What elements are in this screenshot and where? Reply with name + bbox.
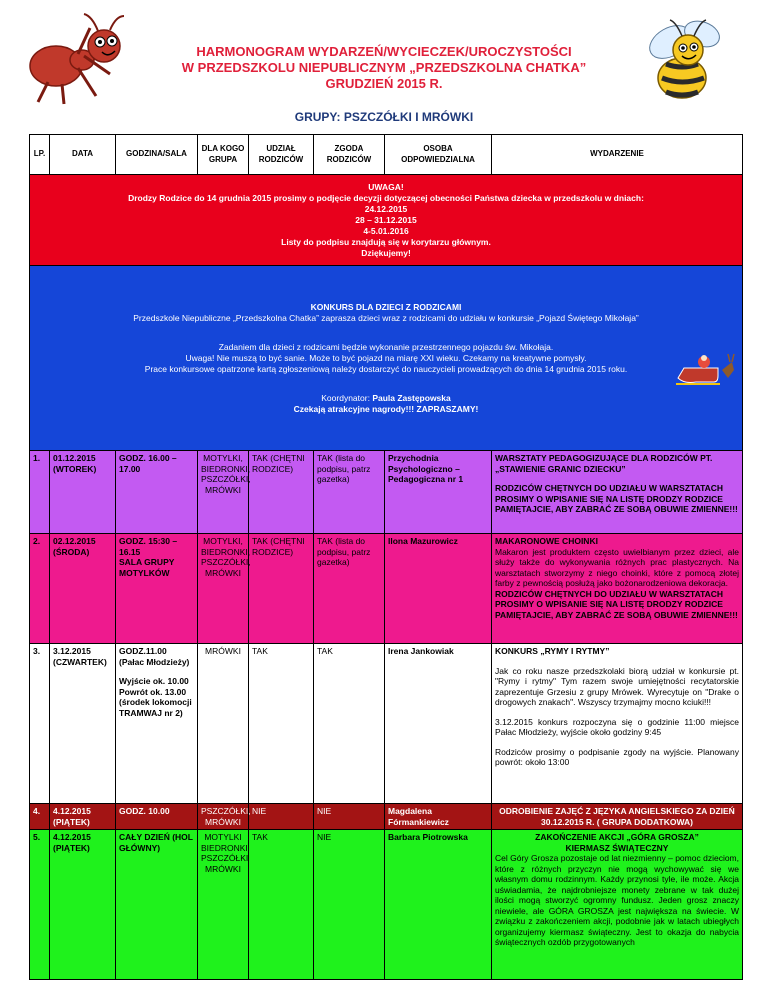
day-value: (PIĄTEK): [53, 842, 90, 853]
document-title: [150, 44, 618, 92]
table-header-row: [30, 135, 743, 175]
event-title-1: ZAKOŃCZENIE AKCJI „GÓRA GROSZA”: [535, 832, 699, 842]
event-paragraph-2: 3.12.2015 konkurs rozpoczyna się o godzinie 11:00 miejsce Pałac Młodzieży, wyjście około godziny 9:45: [495, 716, 739, 737]
row-consent: TAK (lista do podpisu, patrz gazetka): [314, 534, 385, 644]
row-consent: TAK (lista do podpisu, patrz gazetka): [314, 451, 385, 534]
departure-value: Wyjście ok. 10.00: [119, 676, 189, 686]
table-row: [30, 644, 743, 804]
groups-label: GRUPY:: [294, 110, 341, 124]
event-body: RODZICÓW CHĘTNYCH DO UDZIAŁU W WARSZTATACH PROSIMY O WPISANIE SIĘ NA LISTĘ DRODZY RODZICE PAMIĘTAJCIE, ABY ZABRAĆ ZE SOBĄ OBUWIE ZMIENNE!!!: [495, 483, 738, 514]
event-title: MAKARONOWE CHOINKI: [495, 536, 598, 546]
contest-coordinator: [33, 393, 739, 404]
row-event: [492, 534, 743, 644]
row-groups: MOTYLKI, BIEDRONKI, PSZCZÓŁKI, MRÓWKI: [198, 534, 249, 644]
row-date: [50, 830, 116, 980]
santa-sleigh-icon: [674, 348, 736, 388]
contest-task-3: Prace konkursowe opatrzone kartą zgłoszeniową należy dostarczyć do nauczycieli prowadzących do dnia 14 grudnia 2015 roku.: [144, 363, 628, 374]
row-person: Przychodnia Psychologiczno – Pedagogiczna nr 1: [385, 451, 492, 534]
contest-cell: [30, 266, 743, 451]
row-consent: NIE: [314, 804, 385, 830]
row-lp: 4.: [30, 804, 50, 830]
notice-line-2: Drodzy Rodzice do 14 grudnia 2015 prosimy o podjęcie decyzji dotyczącej obecności Państwa dziecka w przedszkolu w dniach:: [128, 192, 644, 203]
day-value: (WTOREK): [53, 463, 97, 474]
schedule-table: [29, 134, 743, 980]
groups-value: PSZCZÓŁKI I MRÓWKI: [343, 110, 474, 124]
title-line-1: HARMONOGRAM WYDARZEŃ/WYCIECZEK/UROCZYSTOŚCI: [196, 44, 572, 59]
contest-task-1: Zadaniem dla dzieci z rodzicami będzie wykonanie przestrzennego pojazdu św. Mikołaja.: [218, 341, 554, 352]
row-date: [50, 451, 116, 534]
day-value: (PIĄTEK): [53, 816, 90, 827]
bee-mascot-icon: [632, 8, 742, 108]
row-date: [50, 534, 116, 644]
row-event: [492, 830, 743, 980]
col-date: DATA: [50, 135, 116, 175]
notice-cell: [30, 175, 743, 266]
row-groups: MOTYLKI BIEDRONKI PSZCZÓŁKI MRÓWKI: [198, 830, 249, 980]
event-paragraph-1: Jak co roku nasze przedszkolaki biorą udział w konkursie pt. "Rymy i rytmy" Tym razem swoje umiejętności recytatorskie zaprezentuje Grzesiu z grupy Mrówek. Wyrecytuje on "Drake o drogowych znakach". Wszyscy trzymajmy mocno kciuki!!!: [495, 665, 739, 707]
event-title: KONKURS „RYMY I RYTMY”: [495, 646, 610, 656]
date-value: 3.12.2015: [53, 646, 91, 656]
col-lp: LP.: [30, 135, 50, 175]
row-participation: TAK (CHĘTNI RODZICE): [249, 451, 314, 534]
col-event: WYDARZENIE: [492, 135, 743, 175]
row-event: ODROBIENIE ZAJĘĆ Z JĘZYKA ANGIELSKIEGO ZA DZIEŃ 30.12.2015 R. ( GRUPA DODATKOWA): [492, 804, 743, 830]
row-participation: TAK: [249, 644, 314, 804]
time-value: GODZ. 15:30 – 16.15: [119, 536, 178, 557]
contest-task-2: Uwaga! Nie muszą to być sanie. Może to być pojazd na miarę XXI wieku. Czekamy na kreatywne pomysły.: [185, 352, 587, 363]
row-lp: 5.: [30, 830, 50, 980]
col-groups: DLA KOGO GRUPA: [198, 135, 249, 175]
row-time: [116, 534, 198, 644]
notice-line-7: Dziękujemy!: [361, 247, 411, 258]
row-lp: 2.: [30, 534, 50, 644]
event-title: WARSZTATY PEDAGOGIZUJĄCE DLA RODZICÓW PT. „STAWIENIE GRANIC DZIECKU”: [495, 453, 713, 474]
row-event: [492, 644, 743, 804]
col-consent: ZGODA RODZICÓW: [314, 135, 385, 175]
notice-line-4: 28 – 31.12.2015: [355, 214, 417, 225]
date-value: 4.12.2015: [53, 806, 91, 816]
row-participation: TAK: [249, 830, 314, 980]
title-line-2: W PRZEDSZKOLU NIEPUBLICZNYM „PRZEDSZKOLNA CHATKA”: [181, 60, 587, 75]
col-person: OSOBA ODPOWIEDZIALNA: [385, 135, 492, 175]
row-person: Irena Jankowiak: [385, 644, 492, 804]
date-value: 4.12.2015: [53, 832, 91, 842]
event-description: Cel Góry Grosza pozostaje od lat niezmienny – pomoc dzieciom, które z różnych przyczyn nie mogą wychowywać się we własnym domu rodzinnym. Każdy przynosi tyle, ile może. Akcja uświadamia, że najdrobniejsze monety zebrane w tak dużej ilości mogą stworzyć ogromny fundusz. Jeden grosz znaczy niewiele, ale GÓRA GROSZA jest największa na świecie. W związku z zakończeniem akcji, podobnie jak w latach ubiegłych organizujemy kiermasz świąteczny. Jest to okazja do nabycia świątecznych ozdób przygotowanych: [495, 853, 739, 947]
date-value: 02.12.2015: [53, 536, 96, 546]
row-person: Ilona Mazurowicz: [385, 534, 492, 644]
row-groups: MRÓWKI: [198, 644, 249, 804]
row-lp: 1.: [30, 451, 50, 534]
row-lp: 3.: [30, 644, 50, 804]
row-time: GODZ. 10.00: [116, 804, 198, 830]
contest-prizes: Czekają atrakcyjne nagrody!!! ZAPRASZAMY!: [293, 403, 479, 414]
transport-value: (środek lokomocji TRAMWAJ nr 2): [119, 697, 192, 718]
coordinator-label: Koordynator:: [321, 392, 370, 403]
table-row: [30, 830, 743, 980]
day-value: (CZWARTEK): [53, 656, 107, 667]
row-consent: TAK: [314, 644, 385, 804]
contest-intro: Przedszkole Niepubliczne „Przedszkolna Chatka” zaprasza dzieci wraz z rodzicami do udziału w konkursie „Pojazd Świętego Mikołaja”: [133, 312, 639, 323]
groups-heading: [0, 110, 768, 124]
row-participation: NIE: [249, 804, 314, 830]
room-value: (Pałac Młodzieży): [119, 656, 190, 667]
col-time: GODZINA/SALA: [116, 135, 198, 175]
row-person: Magdalena Fórmankiewicz: [385, 804, 492, 830]
row-event: [492, 451, 743, 534]
date-value: 01.12.2015: [53, 453, 96, 463]
row-time: CAŁY DZIEŃ (HOL GŁÓWNY): [116, 830, 198, 980]
row-consent: NIE: [314, 830, 385, 980]
event-title-2: KIERMASZ ŚWIĄTECZNY: [565, 842, 669, 853]
ant-mascot-icon: [18, 8, 128, 108]
contest-title: KONKURS DLA DZIECI Z RODZICAMI: [310, 301, 462, 312]
event-description: Makaron jest produktem często uwielbianym przez dzieci, ale służy także do wykonywania różnych prac plastycznych. Na warsztatach stworzymy z niego choinki, które z pomocą złotej farby z pewnością posłużą jako bożonarodzeniowa dekoracja.: [495, 546, 739, 588]
row-date: [50, 644, 116, 804]
notice-row: [30, 175, 743, 266]
row-groups: PSZCZÓŁKI, MRÓWKI: [198, 804, 249, 830]
row-participation: TAK (CHĘTNI RODZICE): [249, 534, 314, 644]
row-person: Barbara Piotrowska: [385, 830, 492, 980]
notice-line-1: UWAGA!: [368, 181, 404, 192]
title-line-3: GRUDZIEŃ 2015 R.: [325, 76, 443, 91]
time-value: GODZ.11.00: [119, 646, 167, 656]
col-participation: UDZIAŁ RODZICÓW: [249, 135, 314, 175]
table-row: [30, 804, 743, 830]
contest-row: [30, 266, 743, 451]
coordinator-name: Paula Zastępowska: [372, 392, 451, 403]
room-value: SALA GRUPY MOTYLKÓW: [119, 557, 175, 578]
notice-line-6: Listy do podpisu znajdują się w korytarzu głównym.: [281, 236, 491, 247]
row-time: [116, 644, 198, 804]
notice-line-3: 24.12.2015: [364, 203, 408, 214]
event-body: RODZICÓW CHĘTNYCH DO UDZIAŁU W WARSZTATACH PROSIMY O WPISANIE SIĘ NA LISTĘ DRODZY RODZICE PAMIĘTAJCIE, ABY ZABRAĆ ZE SOBĄ OBUWIE ZMIENNE!!!: [495, 588, 738, 620]
day-value: (ŚRODA): [53, 546, 90, 557]
row-time: GODZ. 16.00 – 17.00: [116, 451, 198, 534]
row-date: [50, 804, 116, 830]
notice-line-5: 4-5.01.2016: [363, 225, 409, 236]
table-row: [30, 451, 743, 534]
table-row: [30, 534, 743, 644]
return-value: Powrót ok. 13.00: [119, 686, 187, 697]
event-paragraph-3: Rodziców prosimy o podpisanie zgody na wyjście. Planowany powrót: około 13:00: [495, 746, 739, 767]
row-groups: MOTYLKI, BIEDRONKI, PSZCZÓŁKI, MRÓWKI: [198, 451, 249, 534]
